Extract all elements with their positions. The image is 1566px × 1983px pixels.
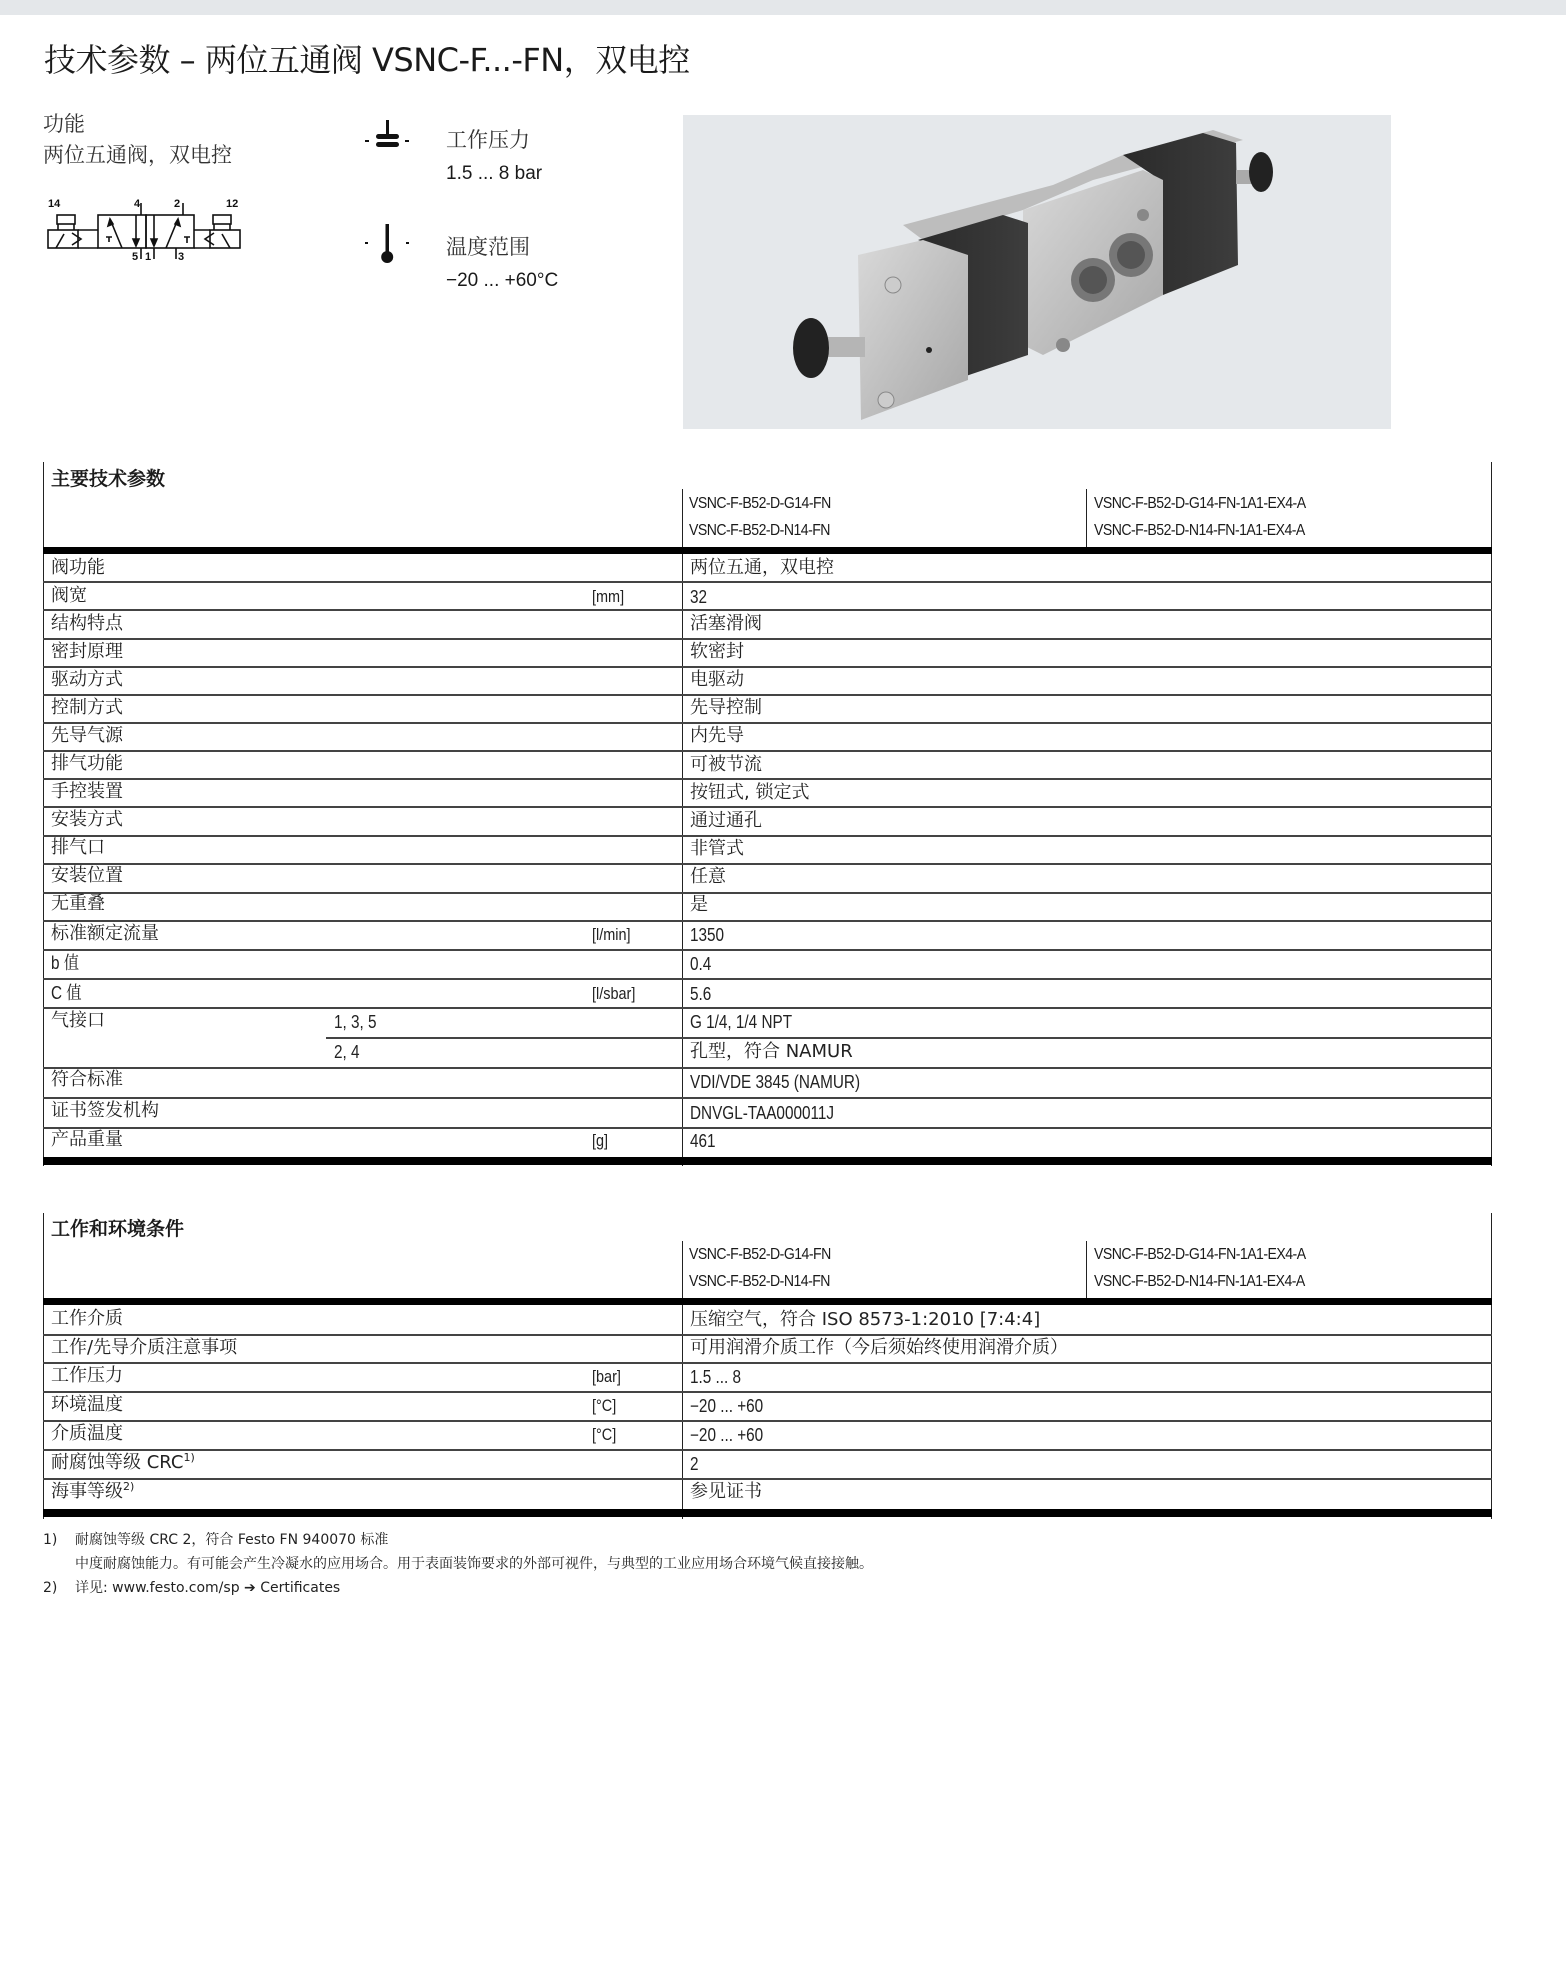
port-2-label: 2 bbox=[174, 198, 181, 210]
env-column-header-2-line2: VSNC-F-B52-D-N14-FN-1A1-EX4-A bbox=[1094, 1273, 1305, 1290]
temperature-value: −20 ... +60°C bbox=[446, 270, 559, 291]
function-value: 两位五通阀，双电控 bbox=[43, 143, 232, 167]
product-photo bbox=[683, 115, 1391, 429]
footnote-1-number: 1) bbox=[43, 1532, 58, 1548]
port-1-label: 1 bbox=[145, 251, 152, 261]
temperature-label: 温度范围 bbox=[446, 235, 530, 259]
footnote-1-line2: 中度耐腐蚀能力。有可能会产生冷凝水的应用场合。用于表面装饰要求的外部可视件，与典型的工业应用场合环境气候直接接触。 bbox=[75, 1556, 873, 1572]
page-title: 技术参数 – 两位五通阀 VSNC-F...-FN，双电控 bbox=[44, 41, 690, 79]
top-bar bbox=[0, 0, 1566, 15]
port-3-label: 3 bbox=[178, 251, 185, 261]
env-column-header-1-line2: VSNC-F-B52-D-N14-FN bbox=[689, 1273, 830, 1290]
env-column-header-2-line1: VSNC-F-B52-D-G14-FN-1A1-EX4-A bbox=[1094, 1246, 1306, 1263]
main-specs-title: 主要技术参数 bbox=[51, 468, 166, 490]
port-5-label: 5 bbox=[132, 251, 139, 261]
function-label: 功能 bbox=[43, 112, 85, 136]
valve-circuit-symbol-icon bbox=[44, 193, 244, 261]
footnote-1-line1: 耐腐蚀等级 CRC 2，符合 Festo FN 940070 标准 bbox=[75, 1532, 389, 1548]
thermometer-icon bbox=[362, 222, 412, 266]
pressure-value: 1.5 ... 8 bar bbox=[446, 163, 543, 184]
pressure-label: 工作压力 bbox=[446, 128, 530, 152]
column-header-1-line2: VSNC-F-B52-D-N14-FN bbox=[689, 522, 830, 539]
port-4-label: 4 bbox=[134, 198, 141, 210]
environment-conditions-table: 工作和环境条件 VSNC-F-B52-D-G14-FN VSNC-F-B52-D-N14-FN VSNC-F-B52-D-G14-FN-1A1-EX4-A VSNC-F-B52-D-N14-FN-1A1-EX4-A 工作介质 压缩空气，符合 ISO 8573-1:2010 [7:4:4] 工作/先导介质注意事项 可用润滑介质工作（今后须始终使用润滑介质） 工作压力 [bar] 1.5 ... 8 环境温度 [°C] −20 ... +60 介质温度 [°C] −20 ... +60 耐腐蚀等级 CRC$^{1)}$ 2 海事等级$^{2)}$ 参见证书 bbox=[43, 1213, 1492, 1519]
column-header-1-line1: VSNC-F-B52-D-G14-FN bbox=[689, 495, 831, 512]
port-12-label: 12 bbox=[226, 198, 239, 210]
main-specs-table: 主要技术参数 VSNC-F-B52-D-G14-FN VSNC-F-B52-D-N14-FN VSNC-F-B52-D-G14-FN-1A1-EX4-A VSNC-F-B52-D-N14-FN-1A1-EX4-A 阀功能 两位五通，双电控 阀宽 [mm] 32 结构特点 活塞滑阀 密封原理 软密封 驱动方式 电驱动 控制方式 先导控制 先导气源 内先导 排气功能 可被节流 手控装置 按钮式, 锁定式 安装方式 通过通孔 排气口 非管式 安装位置 任意 无重叠 是 标准额定流量 [l/min] 1350 b 值 0.4 C 值 [l/sbar] 5.6 气接口 1, 3, 5 G 1/4, 1/4 NPT 2, 4 孔型，符合 NAMUR 符合标准 VDI/VDE 3845 (NAMUR) 证书签发机构 DNVGL-TAA000011J 产品重量 [g] 461 bbox=[43, 462, 1492, 1166]
column-header-2-line1: VSNC-F-B52-D-G14-FN-1A1-EX4-A bbox=[1094, 495, 1306, 512]
footnote-2-number: 2) bbox=[43, 1580, 58, 1596]
port-14-label: 14 bbox=[48, 198, 61, 210]
column-header-2-line2: VSNC-F-B52-D-N14-FN-1A1-EX4-A bbox=[1094, 522, 1305, 539]
env-column-header-1-line1: VSNC-F-B52-D-G14-FN bbox=[689, 1246, 831, 1263]
valve-photo-icon bbox=[683, 115, 1391, 429]
footnote-2-line1[interactable]: 详见: www.festo.com/sp ➔ Certificates bbox=[75, 1580, 341, 1596]
environment-conditions-title: 工作和环境条件 bbox=[51, 1218, 185, 1240]
pressure-icon bbox=[362, 118, 412, 162]
